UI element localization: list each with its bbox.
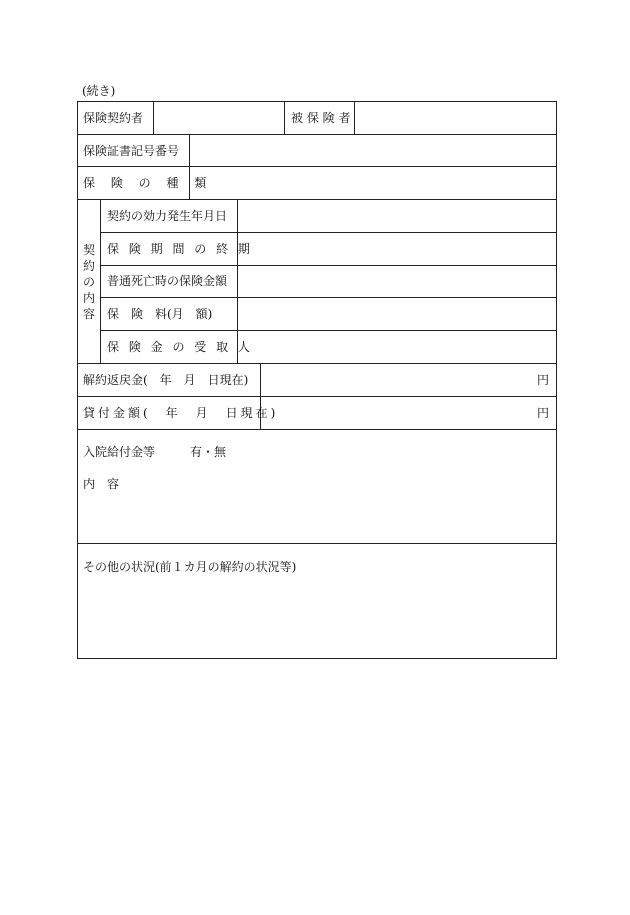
monthly-premium-field[interactable] (238, 298, 556, 329)
hospital-benefit-choice[interactable]: 有・無 (190, 445, 227, 459)
content-label: 内 容 (83, 477, 120, 491)
beneficiary-label: 保 険 金 の 受 取 人 (107, 340, 253, 354)
certificate-number-label: 保険証書記号番号 (83, 144, 180, 158)
other-status-field[interactable] (78, 578, 556, 658)
insurance-type-label: 保 険 の 種 類 (83, 176, 213, 190)
contract-group-char: 内 (82, 291, 95, 305)
loan-amount-field[interactable] (261, 397, 556, 428)
beneficiary-field[interactable] (238, 331, 556, 362)
other-status-label: その他の状況(前１カ月の解約の状況等) (83, 560, 297, 574)
effective-date-field[interactable] (238, 200, 556, 231)
hospital-benefit-label: 入院給付金等 (83, 445, 156, 459)
yen-unit: 円 (537, 406, 550, 420)
contract-group-char: の (82, 275, 95, 289)
death-benefit-label: 普通死亡時の保険金額 (107, 274, 228, 288)
content-field[interactable] (78, 495, 556, 542)
surrender-value-label: 解約返戻金( 年 月 日現在) (83, 373, 249, 387)
certificate-number-field[interactable] (190, 135, 556, 166)
yen-unit: 円 (537, 373, 550, 387)
col-divider (100, 199, 101, 363)
insurance-period-end-field[interactable] (238, 233, 556, 264)
effective-date-label: 契約の効力発生年月日 (107, 209, 228, 223)
policyholder-field[interactable] (154, 102, 283, 133)
insurance-period-end-label: 保 険 期 間 の 終 期 (107, 242, 253, 256)
insured-label: 被 保 険 者 (291, 111, 351, 125)
loan-amount-label: 貸付金額( 年 月 日現在) (83, 406, 279, 420)
monthly-premium-label: 保 険 料(月 額) (107, 307, 213, 321)
policyholder-label: 保険契約者 (83, 111, 144, 125)
contract-group-char: 容 (82, 307, 95, 321)
row-divider (77, 429, 557, 430)
contract-group-char: 約 (82, 259, 95, 273)
insurance-type-field[interactable] (190, 167, 556, 198)
row-divider (77, 543, 557, 544)
insured-field[interactable] (355, 102, 556, 133)
contract-details-group-label (80, 242, 98, 322)
continued-label: (続き) (82, 84, 116, 98)
surrender-value-field[interactable] (261, 364, 556, 395)
col-divider (284, 101, 285, 134)
death-benefit-field[interactable] (238, 266, 556, 296)
contract-group-char: 契 (82, 243, 95, 257)
